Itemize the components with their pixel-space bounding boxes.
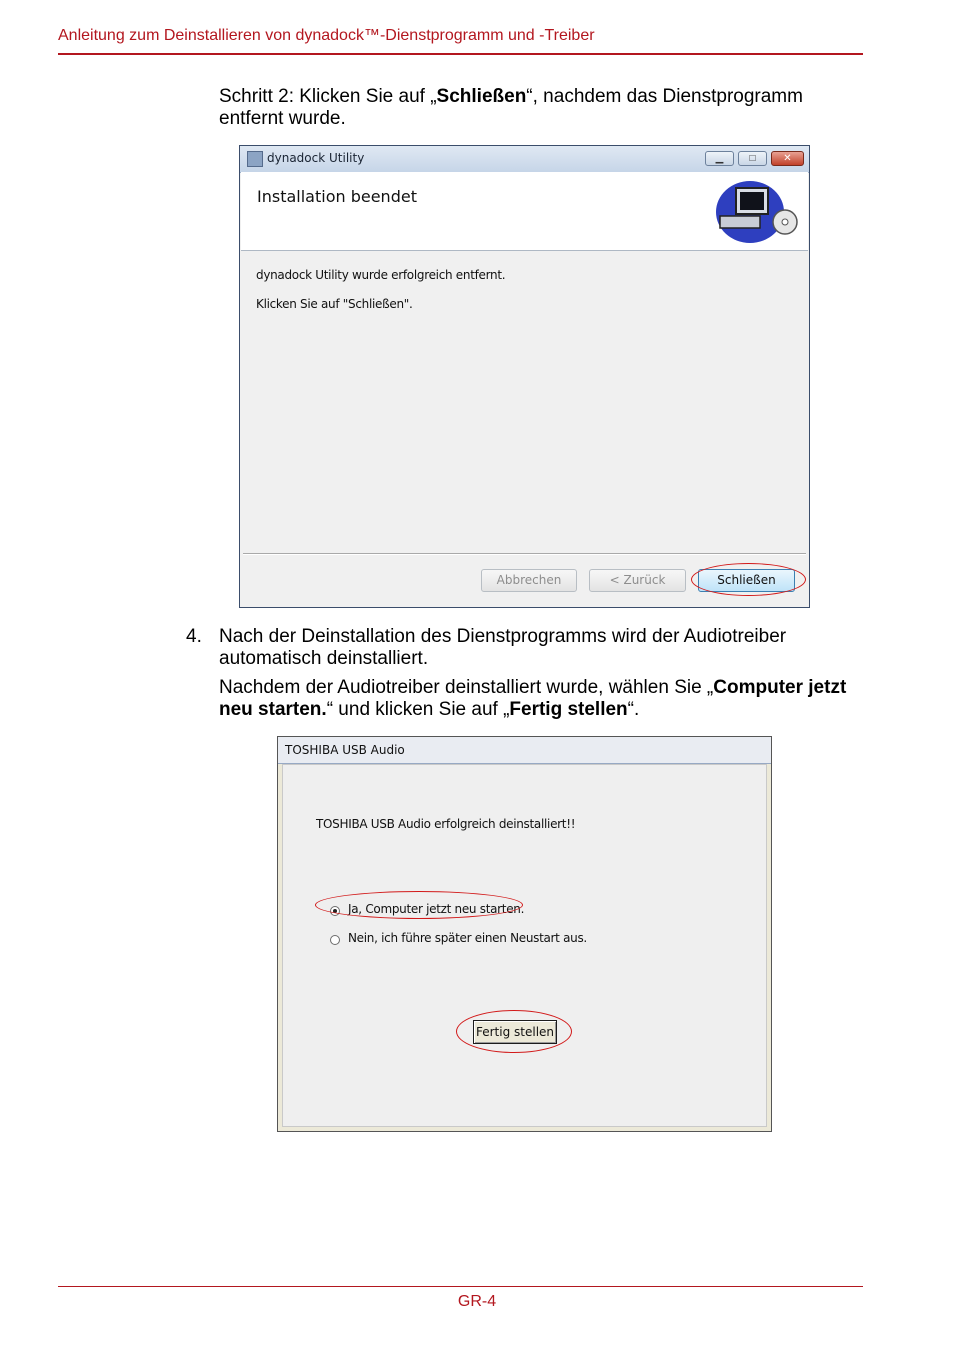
restart-now-label[interactable]: Ja, Computer jetzt neu starten. xyxy=(348,902,525,916)
finish-button[interactable]: Fertig stellen xyxy=(473,1020,557,1044)
close-window-button[interactable]: ✕ xyxy=(771,151,804,166)
installer-icon xyxy=(247,151,263,167)
page-header: Anleitung zum Deinstallieren von dynadock™-Dienstprogramm und -Treiber xyxy=(58,27,863,55)
dialog-titlebar xyxy=(278,737,771,764)
restart-later-radio[interactable] xyxy=(330,935,340,945)
back-button[interactable]: < Zurück xyxy=(589,569,686,592)
restart-later-label[interactable]: Nein, ich führe später einen Neustart aus. xyxy=(348,931,587,945)
uninstall-success-message: TOSHIBA USB Audio erfolgreich deinstalliert!! xyxy=(316,817,576,831)
footer-divider xyxy=(58,1286,863,1287)
highlight-ellipse xyxy=(315,891,523,919)
step-4-instruction: Nachdem der Audiotreiber deinstalliert wurde, wählen Sie „Computer jetzt neu starten.“ und klicken Sie auf „Fertig stellen“. xyxy=(219,677,847,720)
divider xyxy=(243,553,806,555)
maximize-button[interactable]: □ xyxy=(738,151,767,166)
minimize-button[interactable]: ▁ xyxy=(705,151,734,166)
instruction-message: Klicken Sie auf "Schließen". xyxy=(256,297,413,311)
highlight-ellipse xyxy=(691,563,806,596)
dialog-title: TOSHIBA USB Audio xyxy=(285,743,405,757)
step-4-text: Nach der Deinstallation des Dienstprogramms wird der Audiotreiber automatisch deinstalliert. xyxy=(219,626,787,669)
computer-cd-icon xyxy=(712,176,802,246)
dialog-title: dynadock Utility xyxy=(267,151,365,165)
toshiba-usb-audio-dialog xyxy=(277,736,772,1132)
close-button[interactable]: Schließen xyxy=(698,569,795,592)
dialog-body xyxy=(282,764,767,1127)
page-number: GR-4 xyxy=(457,1293,497,1310)
step-2-text: Schritt 2: Klicken Sie auf „Schließen“, nachdem das Dienstprogramm entfernt wurde. xyxy=(219,86,803,129)
highlight-ellipse xyxy=(456,1010,572,1053)
removal-message: dynadock Utility wurde erfolgreich entfernt. xyxy=(256,268,506,282)
installation-heading: Installation beendet xyxy=(257,187,417,206)
dialog-titlebar xyxy=(240,146,809,173)
dialog-banner xyxy=(241,172,808,251)
step-4-number: 4. xyxy=(186,626,202,647)
cancel-button[interactable]: Abbrechen xyxy=(481,569,577,592)
dynadock-utility-dialog xyxy=(239,145,810,608)
